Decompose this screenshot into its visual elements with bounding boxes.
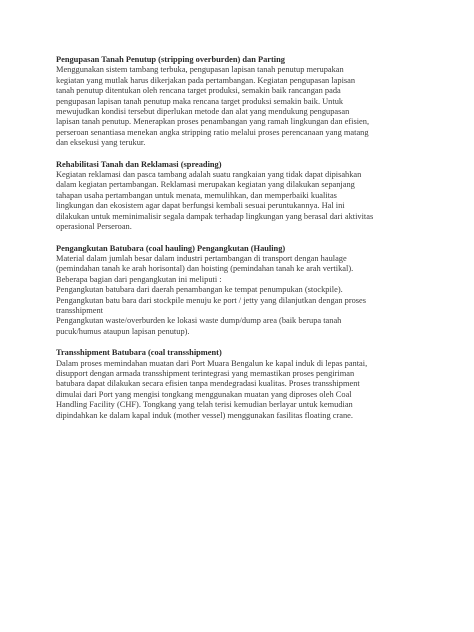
text-line: Pengangkutan batubara dari daerah penambangan ke tempat penumpukan (stockpile).	[56, 285, 343, 295]
text-line: Beberapa bagian dari pengangkutan ini meliputi :	[56, 274, 222, 284]
text-line: lapisan tanah penutup. Menerapkan proses penambangan yang ramah lingkungan dan efisien,	[56, 117, 370, 127]
section-rehabilitasi-reklamasi	[56, 160, 434, 233]
text-line: pengupasan lapisan tanah penutup maka rencana target produksi semakin baik. Untuk	[56, 96, 344, 106]
text-line: perseroan senantiasa menekan angka stripping ratio melalui proses perencanaan yang matang	[56, 127, 369, 137]
section-body	[56, 359, 434, 421]
text-line: Pengangkutan batu bara dari stockpile menuju ke port / jetty yang dilanjutkan dengan proses	[56, 295, 367, 305]
section-heading: Pengangkutan Batubara (coal hauling) Pengangkutan (Hauling)	[56, 243, 286, 253]
text-line: transshipment	[56, 305, 103, 315]
text-line: (pemindahan tanah ke arah horisontal) dan hoisting (pemindahan tanah ke arah vertikal).	[56, 264, 354, 274]
text-line: dan eksekusi yang terukur.	[56, 138, 146, 148]
text-line: mewujudkan kondisi tersebut diperlukan metode dan alat yang mendukung pengupasan	[56, 107, 350, 117]
text-line: disupport dengan armada transshipment terintegrasi yang memastikan proses pengiriman	[56, 368, 355, 378]
section-heading: Transshipment Batubara (coal transshipment)	[56, 348, 222, 358]
text-line: dimulai dari Port yang mengisi tongkang menggunakan muatan yang diproses oleh Coal	[56, 389, 352, 399]
section-heading: Pengupasan Tanah Penutup (stripping overburden) dan Parting	[56, 55, 285, 64]
text-line: Material dalam jumlah besar dalam industri pertambangan di transport dengan haulage	[56, 253, 347, 263]
section-coal-transshipment	[56, 348, 434, 421]
text-line: Handling Facility (CHF). Tongkang yang telah terisi kemudian berlayar untuk kemudian	[56, 400, 353, 410]
text-line: tahapan usaha pertambangan untuk menata, memulihkan, dan memperbaiki kualitas	[56, 190, 337, 200]
text-line: Dalam proses memindahan muatan dari Port Muara Bengalun ke kapal induk di lepas pantai,	[56, 358, 368, 368]
section-body	[56, 254, 434, 337]
section-body	[56, 65, 434, 148]
section-stripping-overburden	[56, 55, 434, 149]
text-line: pucuk/humus ataupun lapisan penutup).	[56, 326, 190, 336]
text-line: batubara dapat dilakukan secara efisien tanpa mendegradasi kualitas. Proses transshipment	[56, 379, 360, 389]
text-line: Kegiatan reklamasi dan pasca tambang adalah suatu rangkaian yang tidak dapat dipisahkan	[56, 170, 362, 180]
text-line: Pengangkutan waste/overburden ke lokasi waste dump/dump area (baik berupa tanah	[56, 316, 342, 326]
section-body	[56, 170, 434, 232]
section-heading: Rehabilitasi Tanah dan Reklamasi (spreading)	[56, 159, 222, 169]
text-line: operasional Perseroan.	[56, 222, 132, 232]
text-line: dilakukan untuk meminimalisir segala dampak terhadap lingkungan yang berasal dari aktivitas	[56, 211, 374, 221]
text-line: Menggunakan sistem tambang terbuka, pengupasan lapisan tanah penutup merupakan	[56, 65, 344, 75]
text-line: dalam kegiatan pertambangan. Reklamasi merupakan kegiatan yang dilakukan sepanjang	[56, 180, 355, 190]
text-line: kegiatan yang mutlak harus dikerjakan pada pertambangan. Kegiatan pengupasan lapisan	[56, 75, 356, 85]
text-line: tanah penutup ditentukan oleh rencana target produksi, semakin baik rancangan pada	[56, 86, 341, 96]
section-coal-hauling	[56, 244, 434, 338]
text-line: dipindahkan ke dalam kapal induk (mother vessel) menggunakan fasilitas floating crane.	[56, 410, 353, 420]
text-line: lingkungan dan ekosistem agar dapat berfungsi kembali sesuai peruntukannya. Hal ini	[56, 201, 345, 211]
